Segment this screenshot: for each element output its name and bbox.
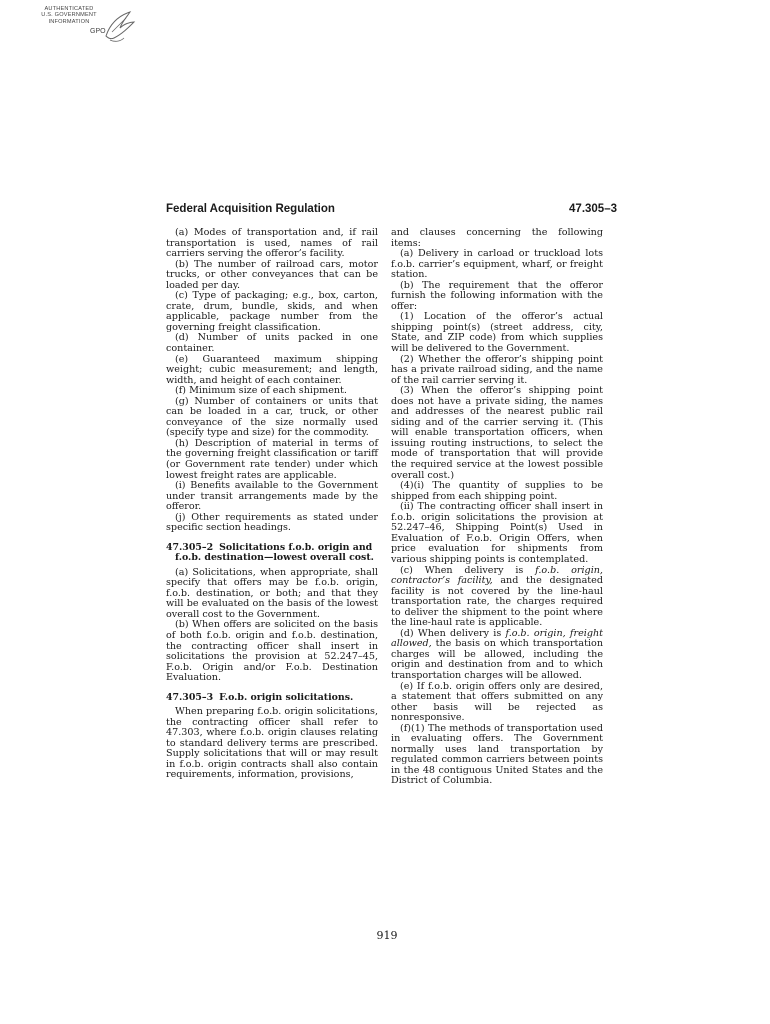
paragraph-305-3-intro: When preparing f.o.b. origin solicitations, the contracting officer shall refer to 47.303, where f.o.b. origin clauses relating to standard delivery terms are prescribed. Supply solicitations that will or may result in f.o.b. origin contracts shall also contain requirements, information, provisions, — [166, 706, 378, 781]
paragraph-b-3: (3) When the offeror’s shipping point does not have a private siding, the names and addresses of the nearest public rail siding and of the carrier serving it. (This will enable transportation officers, when issuing routing instructions, to select the mode of transportation that will provide the required service at the lowest possible overall cost.) — [391, 385, 603, 481]
header-title: Federal Acquisition Regulation — [166, 203, 335, 215]
section-title: Solicitations f.o.b. origin and f.o.b. destination—lowest overall cost. — [175, 541, 374, 564]
paragraph-b-2: (2) Whether the offeror’s shipping point has a private railroad siding, and the name of the rail carrier serving it. — [391, 353, 603, 386]
left-column — [166, 228, 378, 781]
paragraph-d-italic-term: f.o.b. origin, freight allowed, — [391, 627, 603, 650]
paragraph-d: (d) Number of units packed in one container. — [166, 332, 378, 355]
paragraph-h: (h) Description of material in terms of the governing freight classification or tariff (or Government rate tender) under which lowest freight rates are applicable. — [166, 437, 378, 481]
paragraph-c: (c) Type of packaging; e.g., box, carton, crate, drum, bundle, skids, and when applicable, package number from the governing freight classification. — [166, 290, 378, 333]
paragraph-g: (g) Number of containers or units that can be loaded in a car, truck, or other conveyance of the size normally used (specify type and size) for the commodity. — [166, 395, 378, 439]
paragraph-d-lead: (d) When delivery is — [400, 627, 506, 639]
seal-text — [30, 6, 108, 25]
paragraph-c-rest: and the designated facility is not covered by the line-haul transportation rate, the charges required to deliver the shipment to the point where the line-haul rate is applicable. — [391, 575, 603, 629]
paragraph-b-4-ii: (ii) The contracting officer shall insert in f.o.b. origin solicitations the provision at 52.247–46, Shipping Point(s) Used in Evaluation of F.o.b. Origin Offers, when price evaluation for shipments from various shipping points is contemplated. — [391, 501, 603, 565]
paragraph-continued: and clauses concerning the following items: — [391, 227, 603, 249]
paragraph-b-4-i: (4)(i) The quantity of supplies to be shipped from each shipping point. — [391, 480, 603, 502]
paragraph-c — [391, 566, 603, 629]
paragraph-d — [391, 629, 603, 682]
section-number: 47.305–2 — [166, 541, 214, 553]
paragraph-e: (e) If f.o.b. origin offers only are desired, a statement that offers submitted on any other basis will be rejected as nonresponsive. — [391, 680, 603, 724]
section-number: 47.305–3 — [166, 691, 214, 703]
header-section-number: 47.305–3 — [569, 203, 617, 215]
seal-line-authenticated: AUTHENTICATED — [44, 6, 94, 12]
paragraph-a: (a) Modes of transportation and, if rail transportation is used, names of rail carriers serving the offeror’s facility. — [166, 227, 378, 260]
seal-line-government: U.S. GOVERNMENT — [41, 12, 97, 19]
paragraph-j: (j) Other requirements as stated under specific section headings. — [166, 511, 378, 534]
section-title: F.o.b. origin solicitations. — [219, 691, 354, 703]
seal-gpo-label: GPO — [90, 28, 106, 35]
right-column — [391, 228, 603, 787]
eagle-emblem-icon — [100, 6, 140, 46]
paragraph-a: (a) Delivery in carload or truckload lots f.o.b. carrier’s equipment, wharf, or freight station. — [391, 248, 603, 281]
paragraph-b-1: (1) Location of the offeror’s actual shipping point(s) (street address, city, State, and ZIP code) from which supplies will be delivered to the Government. — [391, 311, 603, 355]
paragraph-f: (f) Minimum size of each shipment. — [175, 385, 347, 397]
paragraph-b: (b) The requirement that the offeror furnish the following information with the offer: — [391, 279, 603, 312]
paragraph-d-rest: the basis on which transportation charges will be allowed, including the origin and destination from and to which transportation charges will be allowed. — [391, 638, 603, 681]
paragraph-i: (i) Benefits available to the Government under transit arrangements made by the offeror. — [166, 480, 378, 513]
paragraph-e: (e) Guaranteed maximum shipping weight; cubic measurement; and length, width, and height of each container. — [166, 353, 378, 386]
paragraph-c-lead: (c) When delivery is — [400, 564, 536, 576]
paragraph-c-italic-term: f.o.b. origin, contractor’s facility, — [391, 564, 603, 587]
paragraph-305-2-b: (b) When offers are solicited on the basis of both f.o.b. origin and f.o.b. destination, the contracting officer shall insert in solicitations the provision at 52.247–45, F.o.b. Origin and/or F.o.b. Destination Evaluation. — [166, 619, 378, 684]
paragraph-305-2-a: (a) Solicitations, when appropriate, shall specify that offers may be f.o.b. origin, f.o.b. destination, or both; and that they will be evaluated on the basis of the lowest overall cost to the Government. — [166, 566, 378, 620]
section-heading-47-305-2 — [166, 543, 378, 564]
section-heading-47-305-3 — [166, 693, 378, 703]
paragraph-f-1: (f)(1) The methods of transportation used in evaluating offers. The Government normally uses land transportation by regulated common carriers between points in the 48 contiguous United States and the District of Columbia. — [391, 722, 603, 787]
page-number: 919 — [376, 929, 398, 942]
seal-line-information: INFORMATION — [48, 18, 90, 25]
gpo-authentication-seal — [30, 6, 142, 48]
paragraph-b: (b) The number of railroad cars, motor trucks, or other conveyances that can be loaded per day. — [166, 258, 378, 291]
running-header — [166, 203, 617, 221]
